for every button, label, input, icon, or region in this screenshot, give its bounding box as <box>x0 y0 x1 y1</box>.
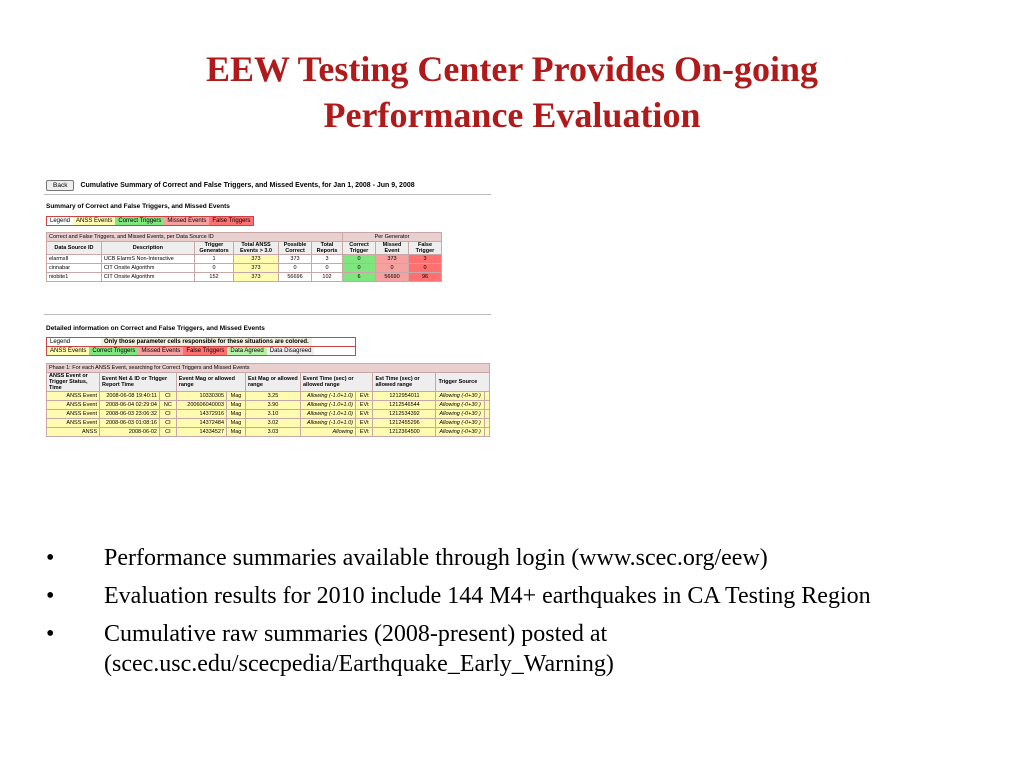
status-cell: ANSS Event <box>47 401 100 410</box>
cell: 96 <box>409 273 442 282</box>
mag-type-cell: Mag <box>227 428 246 437</box>
col-header: Trigger Generators <box>195 242 234 255</box>
cell: 56690 <box>376 273 409 282</box>
bullet-text: Evaluation results for 2010 include 144 M4+ earthquakes in CA Testing Region <box>104 583 871 609</box>
mag-cell: 3.90 <box>245 401 300 410</box>
net-cell: CI <box>160 410 177 419</box>
mag-cell: 3.25 <box>245 392 300 401</box>
mag-type-cell: Mag <box>227 410 246 419</box>
cell: 3 <box>409 255 442 264</box>
legend-anss-events: ANSS Events <box>73 217 115 225</box>
mag-allow-cell: Allowing (-1.0+1.0) <box>300 401 355 410</box>
legend-missed-events: Missed Events <box>164 217 209 225</box>
status-cell: ANSS <box>47 428 100 437</box>
summary-heading: Summary of Correct and False Triggers, and Missed Events <box>46 203 230 210</box>
list-item <box>46 619 1021 679</box>
trigger-source-cell <box>484 428 489 437</box>
mag-type-cell: Mag <box>227 401 246 410</box>
evt-cell: EVt <box>355 401 372 410</box>
cell: 0 <box>343 255 376 264</box>
mag-allow-cell: Allowing (-1.0+1.0) <box>300 419 355 428</box>
col-header: Total Reports <box>312 242 343 255</box>
trigger-source-cell <box>484 401 489 410</box>
mag-type-cell: Mag <box>227 392 246 401</box>
event-time-cell: 1212455296 <box>373 419 436 428</box>
col-header: Description <box>101 242 194 255</box>
mag-type-cell: Mag <box>227 419 246 428</box>
est-time-cell: Allowing (-0+30 ) <box>436 401 484 410</box>
cell: 0 <box>343 264 376 273</box>
legend-note: Only those parameter cells responsible for these situations are colored. <box>101 338 312 346</box>
trigger-source-cell <box>484 392 489 401</box>
legend-false-triggers: False Triggers <box>183 347 227 355</box>
cell: cinnabar <box>47 264 102 273</box>
col-header: Trigger Source <box>436 373 490 392</box>
screenshot-header-title: Cumulative Summary of Correct and False Triggers, and Missed Events, for Jan 1, 2008 - Jun 9, 2008 <box>80 182 415 189</box>
trigger-source-cell <box>484 419 489 428</box>
net-cell: CI <box>160 428 177 437</box>
status-cell: ANSS Event <box>47 410 100 419</box>
est-time-cell: Allowing (-0+30 ) <box>436 392 484 401</box>
col-header: ANSS Event or Trigger Status, Time <box>47 373 100 392</box>
legend-title: Legend <box>47 217 73 225</box>
col-header: False Trigger <box>409 242 442 255</box>
detail-legend <box>46 337 356 356</box>
cell: 373 <box>279 255 312 264</box>
embedded-screenshot <box>44 176 493 478</box>
summary-table-header <box>47 242 442 255</box>
cell: niobite1 <box>47 273 102 282</box>
col-header: Est Mag or allowed range <box>245 373 300 392</box>
per-generator-label: Per Generator <box>343 233 442 242</box>
col-header: Event Mag or allowed range <box>176 373 245 392</box>
trigger-source-cell <box>484 410 489 419</box>
list-item <box>46 581 1021 611</box>
mag-cell: 3.10 <box>245 410 300 419</box>
net-cell: CI <box>160 419 177 428</box>
table-row <box>47 255 442 264</box>
table-row <box>47 428 490 437</box>
evt-cell: EVt <box>355 392 372 401</box>
time-cell: 2008-06-08 19:40:11 <box>100 392 160 401</box>
list-item <box>46 543 1021 573</box>
cell: 152 <box>195 273 234 282</box>
cell: 0 <box>195 264 234 273</box>
event-time-cell: 1212534392 <box>373 410 436 419</box>
table-row <box>47 273 442 282</box>
net-cell: CI <box>160 392 177 401</box>
mag-allow-cell: Allowing (-1.0+1.0) <box>300 392 355 401</box>
bullet-text: Performance summaries available through login (www.scec.org/eew) <box>104 545 768 571</box>
event-time-cell: 1212954011 <box>373 392 436 401</box>
est-time-cell: Allowing (-0+30 ) <box>436 428 484 437</box>
cell: UCB ElarmS Non-Interactive <box>101 255 194 264</box>
bullet-text: Cumulative raw summaries (2008-present) posted at (scec.usc.edu/scecpedia/Earthquake_Early_Warning) <box>104 621 614 677</box>
time-cell: 2008-06-02 <box>100 428 160 437</box>
cell: 1 <box>195 255 234 264</box>
evt-cell: EVt <box>355 410 372 419</box>
time-cell: 2008-06-03 01:08:16 <box>100 419 160 428</box>
cell: CIT Onsite Algorithm <box>101 264 194 273</box>
legend-correct-triggers: Correct Triggers <box>89 347 138 355</box>
slide-title-line-2: Performance Evaluation <box>323 95 701 135</box>
legend-anss-events: ANSS Events <box>47 347 89 355</box>
table-row <box>47 419 490 428</box>
detail-heading: Detailed information on Correct and False Triggers, and Missed Events <box>46 325 265 332</box>
slide-title-line-1: EEW Testing Center Provides On-going <box>205 49 819 89</box>
legend-data-agreed: Data Agreed <box>227 347 266 355</box>
mag-cell: 3.02 <box>245 419 300 428</box>
est-time-cell: Allowing (-0+30 ) <box>436 419 484 428</box>
summary-legend <box>46 216 254 226</box>
table-row <box>47 264 442 273</box>
col-header: Event Net & ID or Trigger Report Time <box>100 373 177 392</box>
cell: 373 <box>234 255 279 264</box>
slide-title <box>0 46 1024 138</box>
cell: 0 <box>409 264 442 273</box>
table-row <box>47 401 490 410</box>
time-cell: 2008-06-03 23:06:32 <box>100 410 160 419</box>
phase-table <box>46 363 490 437</box>
legend-data-disagreed: Data Disagreed <box>267 347 315 355</box>
event-time-cell: 1212546544 <box>373 401 436 410</box>
table-row <box>47 410 490 419</box>
col-header: Missed Event <box>376 242 409 255</box>
summary-table-caption: Correct and False Triggers, and Missed Events, per Data Source ID <box>47 233 343 242</box>
net-cell: NC <box>160 401 177 410</box>
phase-table-caption: Phase 1: For each ANSS Event, searching for Correct Triggers and Missed Events <box>47 364 490 373</box>
cell: 3 <box>312 255 343 264</box>
time-cell: 2008-06-04 02:29:04 <box>100 401 160 410</box>
event-id-cell: 14372484 <box>176 419 226 428</box>
cell: elarmsII <box>47 255 102 264</box>
cell: 0 <box>279 264 312 273</box>
col-header: Possible Correct <box>279 242 312 255</box>
bullet-icon: • <box>46 545 55 571</box>
col-header: Est Time (sec) or allowed range <box>373 373 436 392</box>
divider <box>44 314 491 315</box>
cell: 373 <box>376 255 409 264</box>
col-header: Event Time (sec) or allowed range <box>300 373 373 392</box>
event-id-cell: 14372916 <box>176 410 226 419</box>
cell: 373 <box>234 264 279 273</box>
screenshot-header <box>46 180 415 191</box>
mag-cell: 3.03 <box>245 428 300 437</box>
mag-allow-cell: Allowing (-1.0+1.0) <box>300 410 355 419</box>
bullet-list <box>46 543 1021 687</box>
mag-allow-cell: Allowing <box>300 428 355 437</box>
event-id-cell: 200606040003 <box>176 401 226 410</box>
cell: 6 <box>343 273 376 282</box>
legend-title: Legend <box>47 338 101 346</box>
cell: 373 <box>234 273 279 282</box>
event-id-cell: 14334527 <box>176 428 226 437</box>
event-time-cell: 1212364500 <box>373 428 436 437</box>
legend-false-triggers: False Triggers <box>209 217 253 225</box>
col-header: Total ANSS Events > 3.0 <box>234 242 279 255</box>
evt-cell: EVt <box>355 419 372 428</box>
evt-cell: EVt <box>355 428 372 437</box>
col-header: Data Source ID <box>47 242 102 255</box>
summary-table <box>46 232 442 282</box>
bullet-icon: • <box>46 583 55 609</box>
back-button[interactable]: Back <box>46 180 74 191</box>
est-time-cell: Allowing (-0+30 ) <box>436 410 484 419</box>
cell: 0 <box>312 264 343 273</box>
event-id-cell: 10330305 <box>176 392 226 401</box>
cell: 102 <box>312 273 343 282</box>
status-cell: ANSS Event <box>47 392 100 401</box>
table-row <box>47 392 490 401</box>
cell: 56696 <box>279 273 312 282</box>
divider <box>44 194 491 195</box>
status-cell: ANSS Event <box>47 419 100 428</box>
cell: CIT Onsite Algorithm <box>101 273 194 282</box>
col-header: Correct Trigger <box>343 242 376 255</box>
legend-correct-triggers: Correct Triggers <box>115 217 164 225</box>
phase-table-header <box>47 373 490 392</box>
legend-missed-events: Missed Events <box>138 347 183 355</box>
cell: 0 <box>376 264 409 273</box>
bullet-icon: • <box>46 621 55 647</box>
